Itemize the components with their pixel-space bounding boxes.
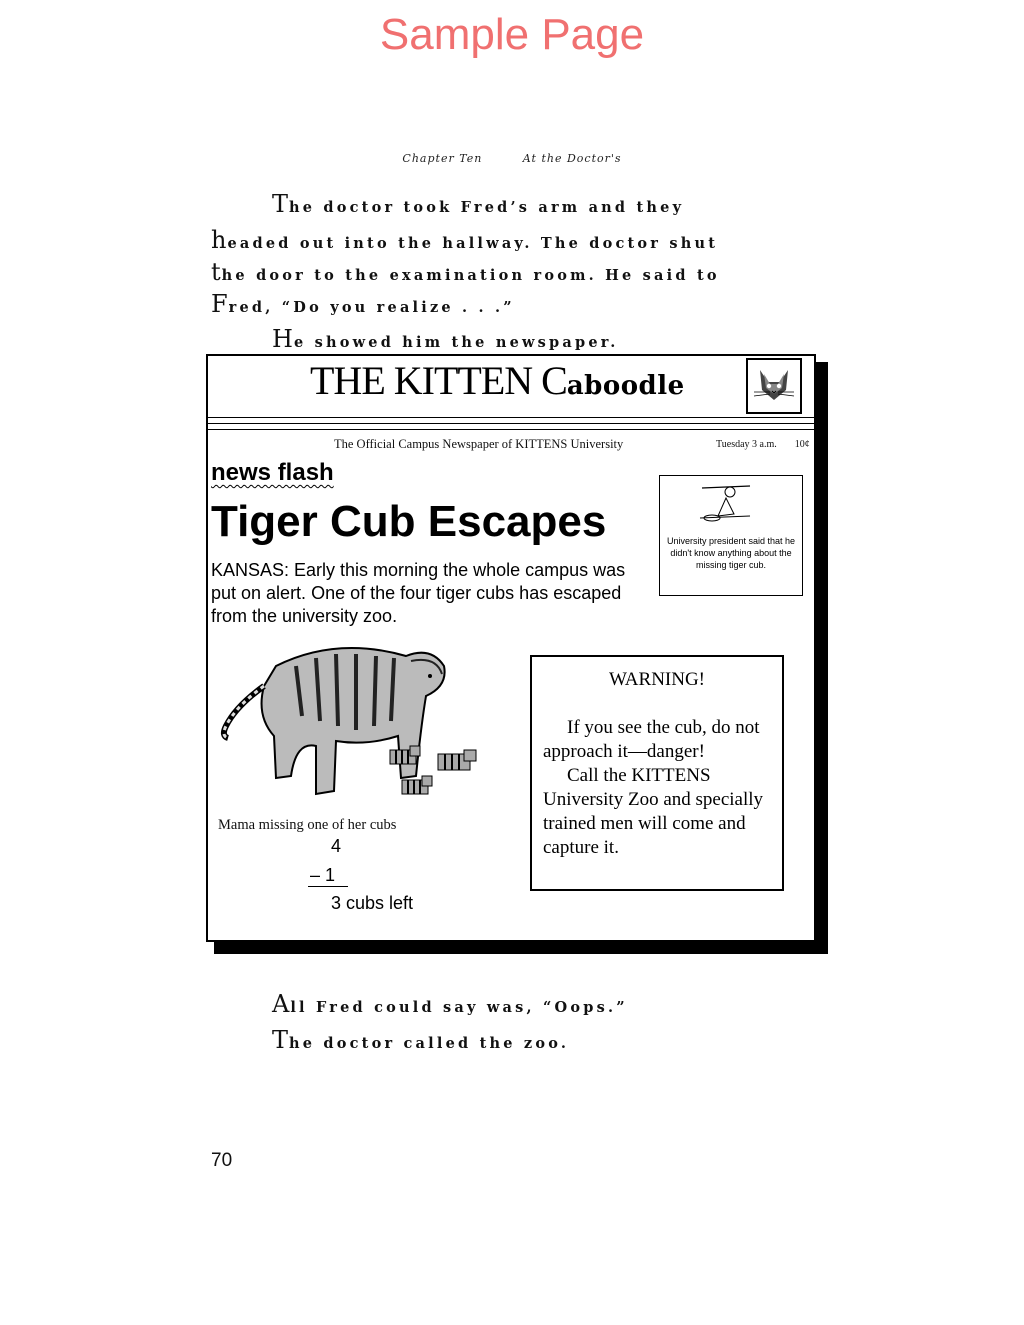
masthead-rule [208, 417, 814, 418]
math-top: 4 [331, 836, 342, 856]
story-line: headed out into the hallway. The doctor shut [211, 226, 719, 254]
warning-body [543, 716, 781, 860]
dateline [716, 439, 810, 450]
president-caption: University president said that he didn't know anything about the missing tiger cub. [666, 536, 796, 570]
kitten-logo [746, 358, 802, 414]
masthead-rule [208, 429, 814, 430]
warning-paragraph: If you see the cub, do not approach it—danger! [543, 717, 760, 762]
page-number: 70 [211, 1150, 233, 1171]
issue-date: Tuesday 3 a.m. [716, 439, 777, 450]
masthead-title: THE KITTEN C [310, 358, 567, 403]
cat-face-icon [748, 360, 800, 412]
story-line: He showed him the newspaper. [272, 325, 619, 353]
chapter-label: Chapter Ten [402, 152, 483, 165]
story-line: The doctor took Fred’s arm and they [272, 190, 685, 218]
newspaper-masthead [310, 357, 685, 404]
warning-paragraph: Call the KITTENS University Zoo and specially trained men will come and capture it. [543, 765, 764, 858]
chapter-title: At the Doctor's [522, 152, 622, 165]
sample-page-watermark: Sample Page [379, 10, 645, 59]
math-minus: – 1 [310, 865, 336, 885]
newspaper-subhead: The Official Campus Newspaper of KITTENS University [334, 437, 624, 451]
story-line: Fred, “Do you realize . . .” [211, 290, 515, 318]
tiger-caption: Mama missing one of her cubs [218, 817, 397, 833]
tiger-cub-icon [438, 750, 476, 770]
story-line: All Fred could say was, “Oops.” [272, 990, 628, 1018]
headline: Tiger Cub Escapes [211, 497, 607, 546]
running-header [0, 152, 1024, 165]
warning-title: WARNING! [608, 669, 706, 690]
president-sketch-icon [660, 476, 800, 536]
tiger-illustration [216, 626, 490, 816]
tiger-cub-icon [402, 776, 432, 794]
story-line: the door to the examination room. He said to [211, 258, 720, 286]
math-rule [308, 886, 348, 887]
story-line: The doctor called the zoo. [272, 1026, 570, 1054]
issue-price: 10¢ [794, 439, 810, 450]
news-flash-label: news flash [211, 459, 334, 486]
math-result: 3 cubs left [331, 893, 414, 913]
masthead-title-small: aboodle [566, 371, 685, 401]
article-lede: KANSAS: Early this morning the whole campus was put on alert. One of the four tiger cubs has escaped from the university zoo. [211, 560, 626, 626]
masthead-rule [208, 423, 814, 424]
mother-tiger-icon [224, 648, 445, 794]
